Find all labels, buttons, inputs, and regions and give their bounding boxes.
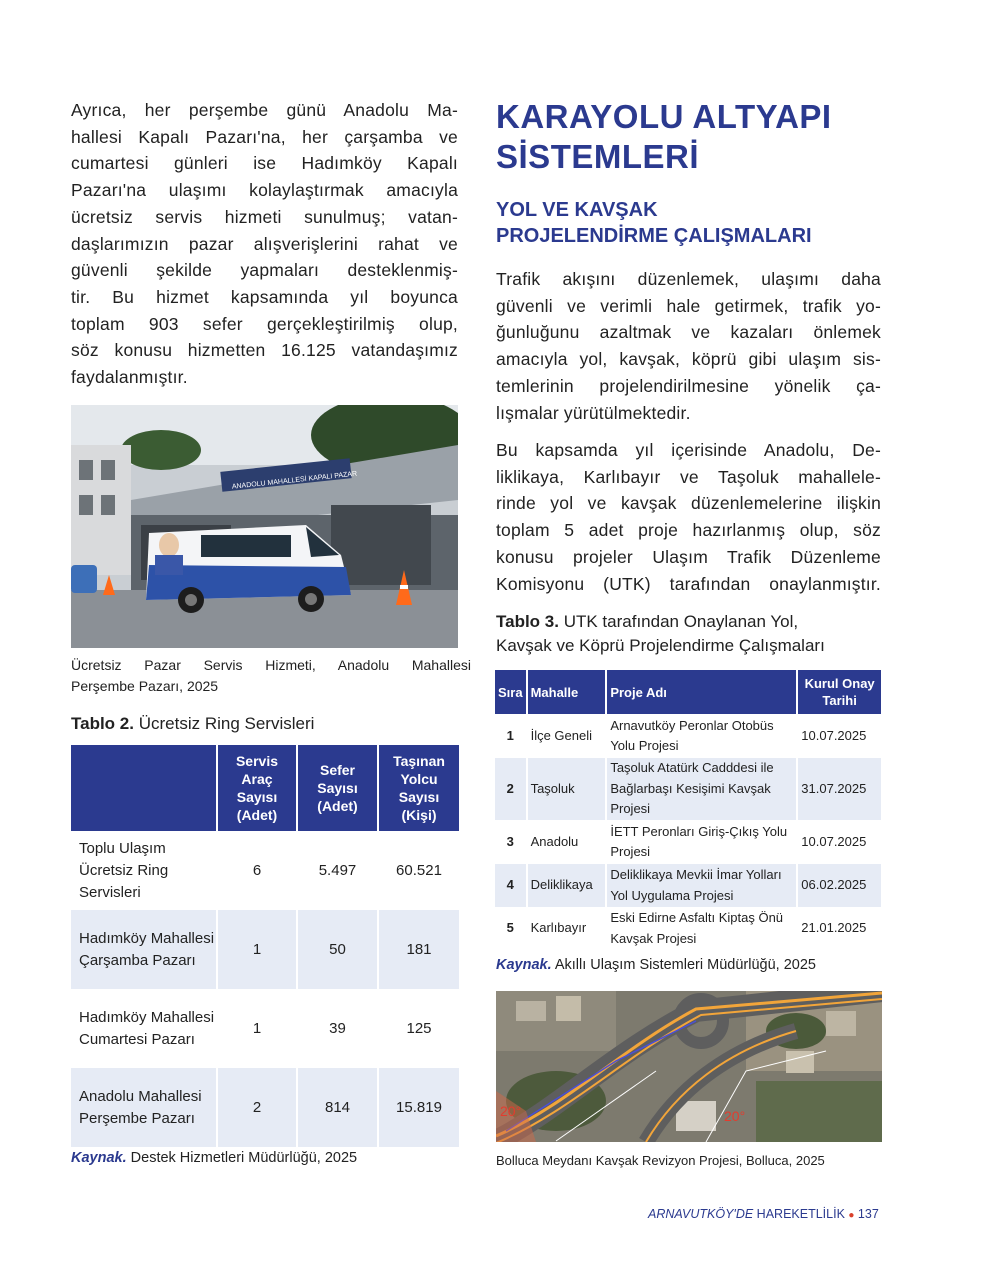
- para1-line: amacıyla yol, kavşak, köprü gibi ulaşım sis-: [496, 349, 881, 370]
- section-title-line2: SİSTEMLERİ: [496, 138, 700, 175]
- table3-cell-tarih: 06.02.2025: [797, 864, 881, 907]
- map-angle-label-2: 20°: [724, 1108, 746, 1124]
- photo-caption-line: Ücretsiz Pazar Servis Hizmeti, Anadolu Mahallesi: [71, 657, 471, 673]
- para2-line: rinde yol ve kavşak düzenlemelerine ilişkin: [496, 493, 881, 514]
- para1-line: lışmalar yürütülmektedir.: [496, 402, 691, 423]
- footer-italic: ARNAVUTKÖY'DE: [648, 1207, 754, 1221]
- table-row: [71, 831, 459, 910]
- table2-source-text: Destek Hizmetleri Müdürlüğü, 2025: [126, 1150, 358, 1166]
- table2-source-label: Kaynak.: [71, 1150, 127, 1166]
- table3-header-proje: Proje Adı: [606, 670, 797, 714]
- para2-line: Bu kapsamda yıl içerisinde Anadolu, De-: [496, 440, 881, 460]
- table2-header-arac: Servis Araç Sayısı (Adet): [217, 745, 297, 831]
- page-number: 137: [857, 1207, 879, 1221]
- intro-line: tir. Bu hizmet kapsamında yıl boyunca: [71, 286, 458, 307]
- bus-photo: [71, 405, 458, 648]
- table3-header-mahalle: Mahalle: [527, 670, 607, 714]
- table3-title-text: UTK tarafından Onaylanan Yol,: [558, 612, 799, 631]
- table3-cell-tarih: 21.01.2025: [797, 907, 881, 950]
- market-sign-text: ANADOLU MAHALLESİ KAPALI PAZAR: [231, 470, 358, 491]
- table3-cell-mahalle: Taşoluk: [527, 758, 607, 820]
- intro-line: daşlarımızın pazar alışverişlerini rahat ve: [71, 233, 458, 254]
- section-subtitle: [496, 197, 812, 249]
- footer-dot-icon: ●: [848, 1210, 855, 1221]
- table2-header-sefer: Sefer Sayısı (Adet): [297, 745, 378, 831]
- table-row: [71, 1068, 459, 1147]
- table2-cell-yolcu: 181: [378, 910, 459, 989]
- map-angle-label-1: 20°: [500, 1103, 522, 1119]
- table3-cell-sira: 4: [495, 864, 527, 907]
- table3-header-sira: Sıra: [495, 670, 527, 714]
- intro-line: cumartesi günleri ise Hadımköy Kapalı: [71, 153, 458, 174]
- table2-header-row: [71, 745, 459, 831]
- intro-line: toplam 903 sefer gerçekleştirilmiş olup,: [71, 313, 458, 334]
- table2-header-empty: [71, 745, 217, 831]
- table3-cell-tarih: 31.07.2025: [797, 758, 881, 820]
- para1-line: ğunluğunu azaltmak ve kazaları önlemek: [496, 322, 881, 343]
- table3-title-line2: Kavşak ve Köprü Projelendirme Çalışmaları: [496, 636, 825, 655]
- table3-source-label: Kaynak.: [496, 957, 552, 973]
- intro-line: hallesi Kapalı Pazarı'na, her çarşamba ve: [71, 126, 458, 147]
- table-row: [495, 864, 881, 907]
- table-row: [495, 758, 881, 820]
- intro-line: ücretsiz servis hizmeti sunulmuş; vatan-: [71, 206, 458, 227]
- photo-caption-line: Perşembe Pazarı, 2025: [71, 678, 219, 694]
- section-subtitle-line2: PROJELENDİRME ÇALIŞMALARI: [496, 225, 812, 247]
- table2: [71, 745, 459, 1147]
- table2-cell-sefer: 814: [297, 1068, 378, 1147]
- para2-line: Komisyonu (UTK) tarafından onaylanmıştır.: [496, 573, 881, 594]
- table2-cell-sefer: 5.497: [297, 831, 378, 910]
- table2-title-text: Ücretsiz Ring Servisleri: [133, 714, 315, 733]
- table3-title-number: Tablo 3.: [496, 612, 559, 631]
- table3-cell-mahalle: İlçe Geneli: [527, 714, 607, 758]
- right-paragraph-1: [496, 266, 881, 426]
- table3-title: [496, 610, 825, 658]
- table2-cell-label: Anadolu Mahallesi Perşembe Pazarı: [71, 1068, 217, 1147]
- para1-line: Trafik akışını düzenlemek, ulaşımı daha: [496, 269, 881, 289]
- table3-cell-mahalle: Deliklikaya: [527, 864, 607, 907]
- table-row: [495, 714, 881, 758]
- table3: [495, 670, 881, 950]
- table2-title: [71, 712, 314, 736]
- para2-line: konusu projeler Ulaşım Trafik Düzenleme: [496, 546, 881, 567]
- section-subtitle-line1: YOL VE KAVŞAK: [496, 199, 658, 221]
- table3-cell-sira: 5: [495, 907, 527, 950]
- footer-title: HAREKETLİLİK: [753, 1207, 845, 1221]
- table-row: [495, 907, 881, 950]
- intro-line: söz konusu hizmetten 16.125 vatandaşımız: [71, 340, 458, 361]
- table2-cell-sefer: 50: [297, 910, 378, 989]
- intro-paragraph: [71, 97, 458, 391]
- table-row: [495, 820, 881, 864]
- table2-cell-arac: 2: [217, 1068, 297, 1147]
- table2-title-number: Tablo 2.: [71, 714, 134, 733]
- intro-line: Pazarı'na ulaşımı kolaylaştırmak amacıyla: [71, 180, 458, 201]
- table3-cell-proje: Eski Edirne Asfaltı Kiptaş Önü Kavşak Projesi: [606, 907, 797, 950]
- intro-line: güvenli şekilde yapmaları desteklenmiş-: [71, 260, 458, 281]
- table-row: [71, 989, 459, 1068]
- para1-line: güvenli ve verimli hale getirmek, trafik yo-: [496, 295, 881, 316]
- table2-cell-arac: 6: [217, 831, 297, 910]
- table3-source-text: Akıllı Ulaşım Sistemleri Müdürlüğü, 2025: [551, 957, 816, 973]
- table2-cell-yolcu: 125: [378, 989, 459, 1068]
- intro-line: faydalanmıştır.: [71, 367, 188, 388]
- table3-cell-proje: İETT Peronları Giriş-Çıkış Yolu Projesi: [606, 820, 797, 864]
- para2-line: toplam 5 adet proje hazırlanmış olup, söz: [496, 520, 881, 541]
- footer: [648, 1207, 879, 1221]
- para2-line: liklikaya, Karlıbayır ve Taşoluk mahallele-: [496, 466, 881, 487]
- table3-source: [496, 957, 816, 973]
- table3-header-tarih: Kurul Onay Tarihi: [797, 670, 881, 714]
- table2-cell-label: Hadımköy Mahallesi Çarşamba Pazarı: [71, 910, 217, 989]
- table3-cell-proje: Taşoluk Atatürk Cadddesi ile Bağlarbaşı Kesişimi Kavşak Projesi: [606, 758, 797, 820]
- table-row: [71, 910, 459, 989]
- table3-cell-mahalle: Karlıbayır: [527, 907, 607, 950]
- table3-cell-proje: Deliklikaya Mevkii İmar Yolları Yol Uygulama Projesi: [606, 864, 797, 907]
- right-paragraph-2: [496, 437, 881, 597]
- table2-cell-label: Toplu Ulaşım Ücretsiz Ring Servisleri: [71, 831, 217, 910]
- table2-source: [71, 1150, 357, 1166]
- intro-line: Ayrıca, her perşembe günü Anadolu Ma-: [71, 100, 458, 120]
- table2-header-yolcu: Taşınan Yolcu Sayısı (Kişi): [378, 745, 459, 831]
- para1-line: temlerinin projelendirilmesine yönelik ça-: [496, 375, 881, 396]
- table3-cell-sira: 1: [495, 714, 527, 758]
- table2-cell-label: Hadımköy Mahallesi Cumartesi Pazarı: [71, 989, 217, 1068]
- section-title-line1: KARAYOLU ALTYAPI: [496, 98, 832, 135]
- table3-header-row: [495, 670, 881, 714]
- section-title: [496, 97, 832, 177]
- table2-cell-arac: 1: [217, 910, 297, 989]
- table3-cell-sira: 3: [495, 820, 527, 864]
- table3-cell-tarih: 10.07.2025: [797, 820, 881, 864]
- table2-cell-sefer: 39: [297, 989, 378, 1068]
- table2-cell-yolcu: 60.521: [378, 831, 459, 910]
- photo-caption: [71, 655, 471, 697]
- table3-cell-tarih: 10.07.2025: [797, 714, 881, 758]
- table2-cell-yolcu: 15.819: [378, 1068, 459, 1147]
- table2-cell-arac: 1: [217, 989, 297, 1068]
- map-caption: Bolluca Meydanı Kavşak Revizyon Projesi, Bolluca, 2025: [496, 1153, 825, 1168]
- table3-cell-proje: Arnavutköy Peronlar Otobüs Yolu Projesi: [606, 714, 797, 758]
- table3-cell-mahalle: Anadolu: [527, 820, 607, 864]
- table3-cell-sira: 2: [495, 758, 527, 820]
- intersection-map: [496, 991, 882, 1142]
